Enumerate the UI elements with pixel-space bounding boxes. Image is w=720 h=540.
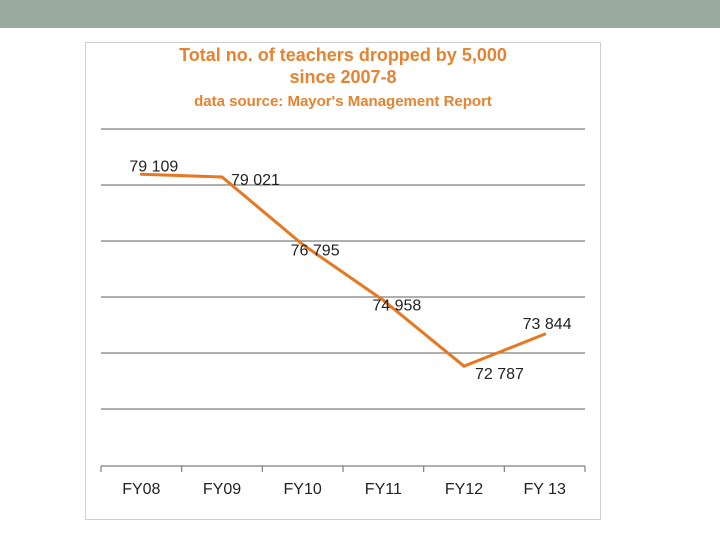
x-axis: [101, 466, 585, 498]
data-label-3: 74 958: [372, 297, 422, 315]
x-tick-label-0: FY08: [122, 481, 161, 498]
x-tick-label-2: FY10: [283, 481, 322, 498]
x-tick-label-5: FY 13: [523, 481, 566, 498]
chart-subtitle: data source: Mayor's Management Report: [194, 93, 492, 110]
data-label-0: 79 109: [129, 158, 179, 176]
series-layer: [140, 173, 546, 368]
x-tick-label-4: FY12: [444, 481, 484, 498]
x-tick-label-1: FY09: [202, 481, 242, 498]
data-label-5: 73 844: [522, 316, 572, 334]
data-label-4: 72 787: [475, 366, 524, 384]
data-point-4: [463, 365, 466, 368]
series-line-0: [141, 171, 544, 366]
x-tick-label-3: FY11: [364, 481, 402, 498]
data-point-1: [221, 175, 224, 178]
data-label-2: 76 795: [290, 242, 340, 260]
chart-title: Total no. of teachers dropped by 5,000 since 2007-8: [179, 45, 507, 87]
data-label-1: 79 021: [231, 171, 280, 189]
